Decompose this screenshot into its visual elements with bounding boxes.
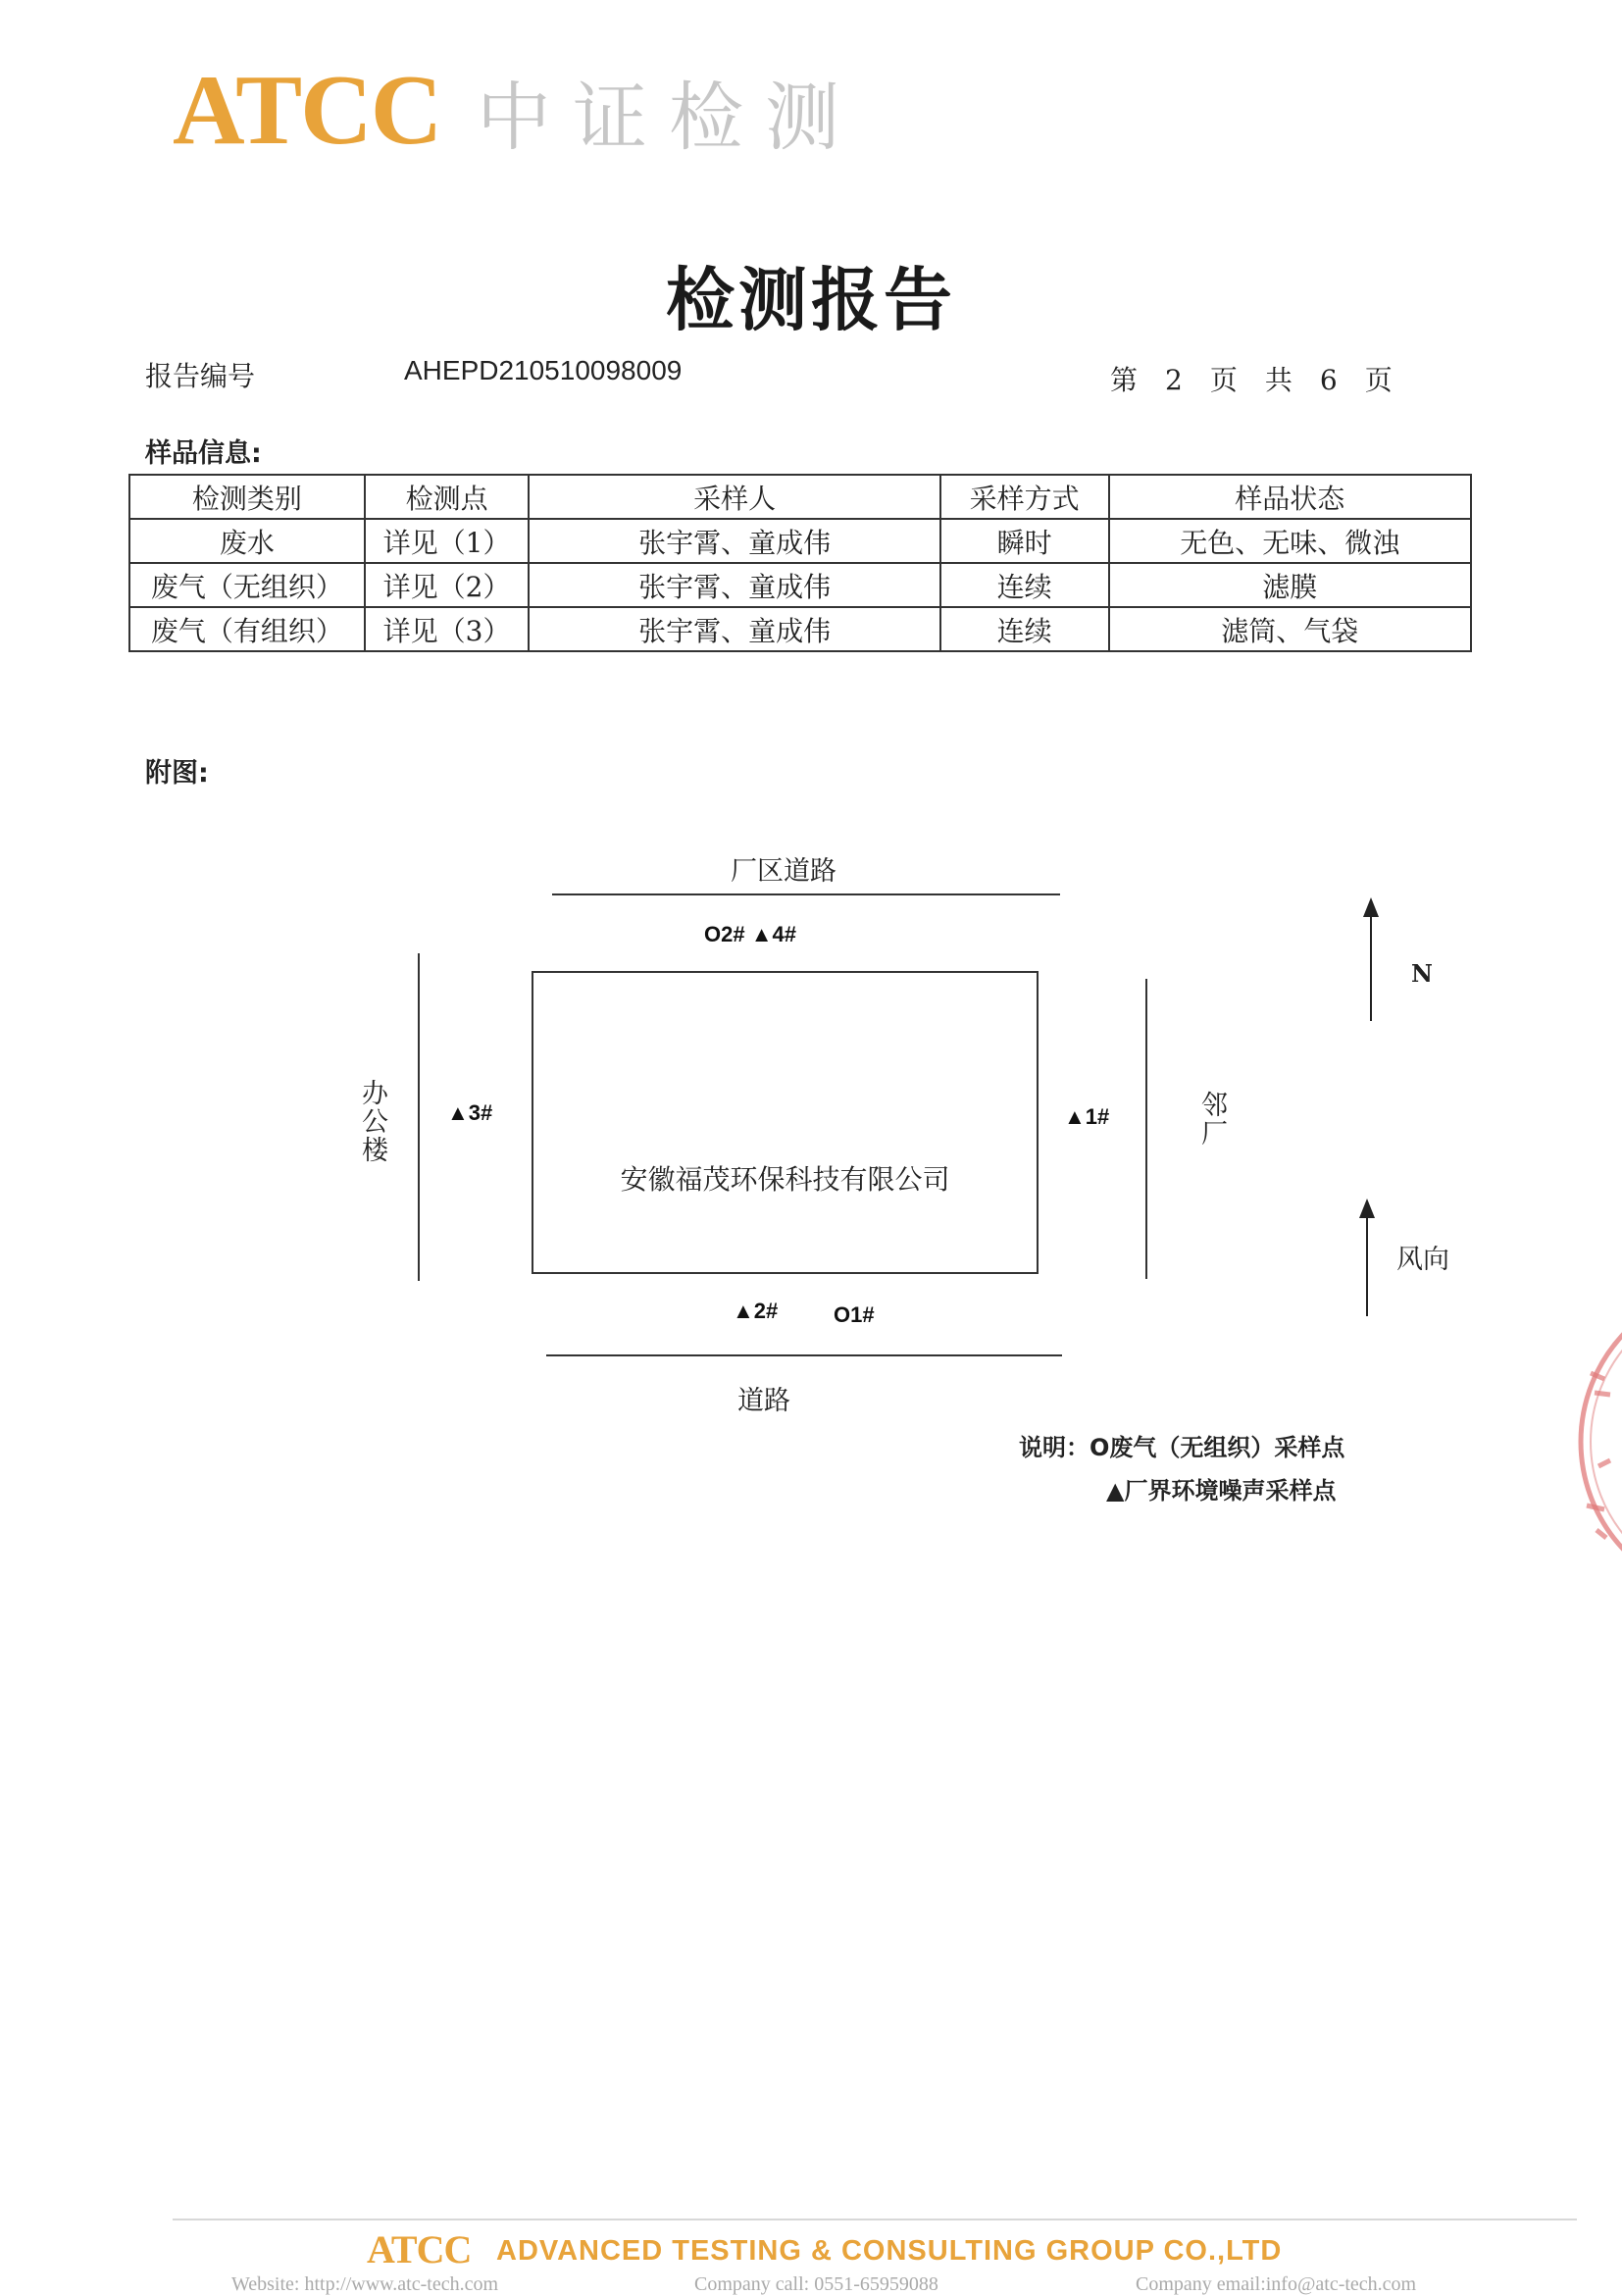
report-number-label: 报告编号 <box>145 360 256 392</box>
legend-exhaust-point: 说明：O废气（无组织）采样点 <box>1019 1434 1345 1461</box>
footer-logo: ATCC <box>367 2227 472 2271</box>
table-cell: 无色、无味、微浊 <box>1109 519 1471 563</box>
table-row <box>129 607 1471 651</box>
page-total: 6 <box>1319 364 1338 396</box>
page-current: 2 <box>1165 364 1183 396</box>
table-cell: 废气（有组织） <box>129 607 365 651</box>
legend-noise-point: ▲厂界环境噪声采样点 <box>1106 1477 1337 1505</box>
sample-info-table <box>128 474 1472 652</box>
sampling-point-1: ▲1# <box>1064 1104 1110 1129</box>
atcc-logo: ATCC <box>173 55 441 166</box>
logo-chinese-text: 中证检测 <box>477 74 861 161</box>
neighbor-factory-label: 邻厂 <box>1196 1091 1227 1148</box>
footer-email: Company email:info@atc-tech.com <box>1136 2273 1417 2295</box>
column-header: 检测点 <box>365 475 530 519</box>
page-text: 页 <box>1209 364 1238 396</box>
report-number-value: AHEPD210510098009 <box>404 355 683 385</box>
table-cell: 瞬时 <box>940 519 1109 563</box>
sampling-point-2: ▲2# <box>733 1299 779 1323</box>
office-building-label: 办公楼 <box>357 1079 387 1164</box>
figure-heading: 附图: <box>145 758 209 789</box>
column-header: 采样人 <box>529 475 939 519</box>
column-header: 检测类别 <box>129 475 365 519</box>
table-cell: 废气（无组织） <box>129 563 365 607</box>
footer-divider <box>173 2219 1577 2220</box>
table-cell: 详见（2） <box>365 563 530 607</box>
top-road-line <box>552 893 1060 895</box>
table-cell: 详见（1） <box>365 519 530 563</box>
sampling-point-o1: O1# <box>834 1302 875 1327</box>
report-title: 检测报告 <box>666 259 956 340</box>
north-arrow-icon <box>1359 897 1383 1021</box>
table-row <box>129 563 1471 607</box>
table-cell: 张宇霄、童成伟 <box>529 607 939 651</box>
bottom-road-label: 道路 <box>737 1386 790 1416</box>
table-cell: 滤筒、气袋 <box>1109 607 1471 651</box>
right-boundary-line <box>1145 979 1147 1279</box>
table-cell: 滤膜 <box>1109 563 1471 607</box>
footer-phone: Company call: 0551-65959088 <box>694 2273 938 2295</box>
bottom-road-line <box>546 1354 1062 1356</box>
table-row <box>129 519 1471 563</box>
north-label: N <box>1411 959 1433 988</box>
footer-website: Website: http://www.atc-tech.com <box>231 2273 499 2295</box>
table-cell: 连续 <box>940 563 1109 607</box>
column-header: 采样方式 <box>940 475 1109 519</box>
table-cell: 连续 <box>940 607 1109 651</box>
wind-direction-label: 风向 <box>1396 1245 1449 1275</box>
sample-info-heading: 样品信息: <box>145 438 262 469</box>
table-cell: 废水 <box>129 519 365 563</box>
page-indicator <box>1110 359 1420 398</box>
table-header-row <box>129 475 1471 519</box>
company-name: 安徽福茂环保科技有限公司 <box>620 1163 950 1196</box>
table-cell: 张宇霄、童成伟 <box>529 563 939 607</box>
table-cell: 详见（3） <box>365 607 530 651</box>
top-road-label: 厂区道路 <box>731 856 836 887</box>
table-cell: 张宇霄、童成伟 <box>529 519 939 563</box>
left-boundary-line <box>418 953 420 1281</box>
page-text: 共 <box>1264 364 1293 396</box>
footer-company-name: ADVANCED TESTING & CONSULTING GROUP CO.,LTD <box>496 2235 1283 2267</box>
sampling-points-top: O2# ▲4# <box>704 922 796 946</box>
official-seal-icon <box>1551 1295 1622 1589</box>
page-text: 第 <box>1110 364 1139 396</box>
company-boundary-box <box>532 971 1039 1274</box>
column-header: 样品状态 <box>1109 475 1471 519</box>
wind-direction-arrow-icon <box>1355 1199 1379 1316</box>
sampling-point-3: ▲3# <box>447 1100 493 1125</box>
page-text: 页 <box>1364 364 1393 396</box>
